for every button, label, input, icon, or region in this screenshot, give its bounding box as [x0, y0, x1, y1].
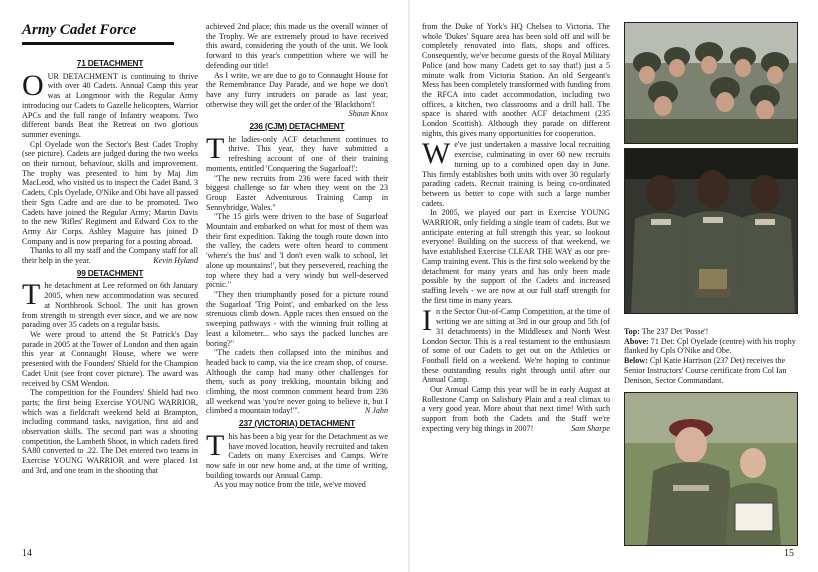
masthead-title: Army Cadet Force — [22, 22, 137, 38]
drop-cap: T — [22, 278, 41, 312]
paragraph: Cpl Oyelade won the Sector's Best Cadet Trophy (see picture). Cadets are judged during the two weeks on their turnout, behaviour, skills and improvement. The trophy was presented to him by Maj Jim MacLeod, who visited us to inspect the Cadet Band. 3 Cadets, Cpls Oyelade, O'Nike and Obi have all passed their Sgts Cadre and are due to be promoted. Two Cadets have joined the Regular Army; Martin Davis to the new 'Rifles' Regiment and Edward Cox to the Army Air Corps. Ashley Maguire has joined D Company and is now preparing for a posting abroad. — [22, 139, 198, 246]
page-number-right: 15 — [784, 548, 794, 559]
caption-top: Top: The 237 Det 'Posse'! — [624, 327, 709, 336]
heading-99-detachment: 99 DETACHMENT — [76, 267, 144, 278]
paragraph: As I write, we are due to go to Connaught House for the Remembrance Day Parade, and we hope we don't have any furry intruders on parade as last year, otherwise they will get the order of the 'Blackthorn'! — [206, 70, 388, 109]
page-number-left: 14 — [22, 548, 32, 559]
paragraph: achieved 2nd place; this made us the overall winner of the Trophy. We are extremely proud to have received this award, considering the youth of the unit. We look forward to this year's competition where we will be defending our title! — [206, 22, 388, 70]
photo-71-det-trophy — [624, 148, 798, 314]
heading-237-detachment: 237 (VICTORIA) DETACHMENT — [239, 418, 355, 429]
photo-illustration — [625, 23, 798, 144]
signature: N Jahn — [364, 406, 388, 416]
paragraph: "They then triumphantly posed for a picture round the Sugarloaf 'Trig Point', and embarked on the less strenuous climb down. Apple races then ensued on the sweeping pathways - with the winning fruit rolling at least a kilometer... who says the packed lunches are boring?" — [206, 289, 388, 348]
paragraph: In the Sector Out-of-Camp Competition, at the time of writing we are sitting at 3rd in our group and 5th (of 31 detachments) in the Middlesex and North West London Sector. This is a real testament to the enthusiasm of some of our Cadets to get out on the Athletics or Football field on a weekend. We're hoping to continue these outstanding results right through until after our Annual Camp. — [422, 304, 610, 385]
drop-cap: W — [422, 137, 451, 171]
paragraph: The detachment at Lee reformed on 6th January 2005, when new accommodation was secured at Northbrook School. The unit has grown from strength to strength ever since, and we are now parading over 35 cadets on a regular basis. — [22, 278, 198, 330]
signature: Shaun Knox — [348, 109, 388, 119]
heading-71-detachment: 71 DETACHMENT — [76, 58, 144, 68]
drop-cap: I — [422, 304, 432, 338]
column-2 — [206, 22, 388, 548]
paragraph: Our Annual Camp this year will be in early August at Rollestone Camp on Salisbury Plain and a real climax to a very good year. More about that next time! With such support from both the Cadets and the Staff we're expecting very big things in 2007! Sam Sharpe — [422, 385, 610, 433]
paragraph: In 2005, we played our part in Exercise YOUNG WARRIOR, only fielding a single team of cadets. But we anticipate entering at full strength this year, so lookout everyone! Building on the success of that weekend, we have established Exercise CLEAR THE WAY as our pre-Camp training event. This is the first solo weekend by the detachment for many years and has only been made possible by the support of the Cadets and increased staffing levels - we are now at our full staff strength for the first time in many years. — [422, 208, 610, 305]
paragraph: As you may notice from the title, we've moved — [214, 480, 366, 490]
paragraph: from the Duke of York's HQ Chelsea to Victoria. The whole 'Dukes' Square area has been sold off and will be completely renovated into flats, shops and offices. Consequently, we've become guests of the Royal Military Police (and how many Cadets get to say that!) just a 5 minute walk from Victoria Station. An old Sergeant's Mess has been completely transformed with funding from the RFCA into cadet accommodation, including two offices, a kitchen, two classrooms and a drill hall. The space is shared with another ACF detachment (235 London Scottish). Although they parade on different nights, this gives many opportunities for cooperation. — [422, 22, 610, 138]
paragraph: "The 15 girls were driven to the base of Sugarloaf Mountain and embarked on what for most of them was their first expedition. Taking the tough route down into the valley, the cadets were often heard to comment 'where's the bus' and 'I don't even walk to school, let alone up mountains!', but they persevered, reaching the top where they had a very windy but well-deserved picnic." — [206, 212, 388, 290]
caption-above: Above: 71 Det: Cpl Oyelade (centre) with his trophy flanked by Cpls O'Nike and Obe. — [624, 336, 796, 356]
section-masthead — [22, 22, 174, 45]
heading-236-detachment: 236 (CJM) DETACHMENT — [249, 121, 345, 132]
caption-below: Below: Cpl Katie Harrison (237 Det) receives the Senior Instructors' Course certificate from Col Ian Denison, Sector Commandant. — [624, 356, 787, 385]
paragraph: Thanks to all my staff and the Company staff for all their help in the year. Kevin Hyland — [22, 246, 198, 266]
paragraph: We've just undertaken a massive local recruiting exercise, culminating in over 60 new recruits turning up to a combined open day in June. This firmly establishes both units with over 30 regularly parading cadets. Recruit training is being co-ordinated between us better to cope with such a large number cadets. — [422, 137, 610, 208]
paragraph: "The new recruits from 236 were faced with their biggest challenge so far when they went on the 23 Group Easter Adventurous Training Camp in Sennybridge, Wales." — [206, 173, 388, 212]
page-gutter — [408, 0, 410, 572]
signature: Kevin Hyland — [153, 256, 198, 266]
masthead-rule — [22, 42, 174, 45]
paragraph: The ladies-only ACF detachment continues to thrive. This year, they have submitted a refreshing account of one of their training moments, entitled 'Conquering the Sugarloaf!': — [206, 131, 388, 173]
photo-illustration — [625, 393, 798, 546]
signature: Sam Sharpe — [571, 423, 610, 433]
drop-cap: T — [206, 131, 225, 165]
paragraph: "The cadets then collapsed into the minibus and headed back to camp, via the ice cream shop, of course. Although the camp had many other challenges for them, such as pony trekking, mountain biking and climbing, the most common comment heard from 236 all weekend was 'you're never going to believe it, but I climbed a mountain today!'". N Jahn — [206, 348, 388, 416]
photo-certificate-presentation — [624, 392, 798, 546]
paragraph: The competition for the Founders' Shield had two parts; the first being Exercise YOUNG WARRIOR, which was a fieldcraft weekend held at Brampton, including command tasks, navigation, first aid and observation skills. The second part was a shooting competition, the Lambeth Shoot, in which cadets fired SA80 converted to .22. The Det entered two teams in Exercise YOUNG WARRIOR and were placed 1st and 3rd, and one team in the shooting that — [22, 388, 198, 475]
photo-captions — [624, 327, 796, 385]
column-3 — [422, 22, 610, 548]
photo-237-det-posse — [624, 22, 798, 144]
paragraph: This has been a big year for the Detachment as we have moved location, heavily recruited and taken Cadets on many Exercises and Camps. We're now safe in our new home and, at the time of writing, building towards our Annual Camp. — [206, 428, 388, 480]
drop-cap: O — [22, 68, 44, 102]
drop-cap: T — [206, 428, 225, 462]
photo-illustration — [625, 149, 798, 314]
paragraph: OUR DETACHMENT is continuing to thrive with over 40 Cadets. Annual Camp this year was at Longmoor with the Regular Army introducing our Cadets to Gazelle helicopters, Warrior APCs and the full range of Infantry weapons. Two different bands Beat the Retreat on two glorious summer evenings. — [22, 68, 198, 139]
paragraph: We were proud to attend the St Patrick's Day parade in 2005 at the Tower of London and then again this year at Connaught House, where we were presented with the Founders' Shield for the Champion Cadet Unit (see front cover picture). The award was received by CSM Wendon. — [22, 329, 198, 388]
column-1 — [22, 56, 198, 548]
